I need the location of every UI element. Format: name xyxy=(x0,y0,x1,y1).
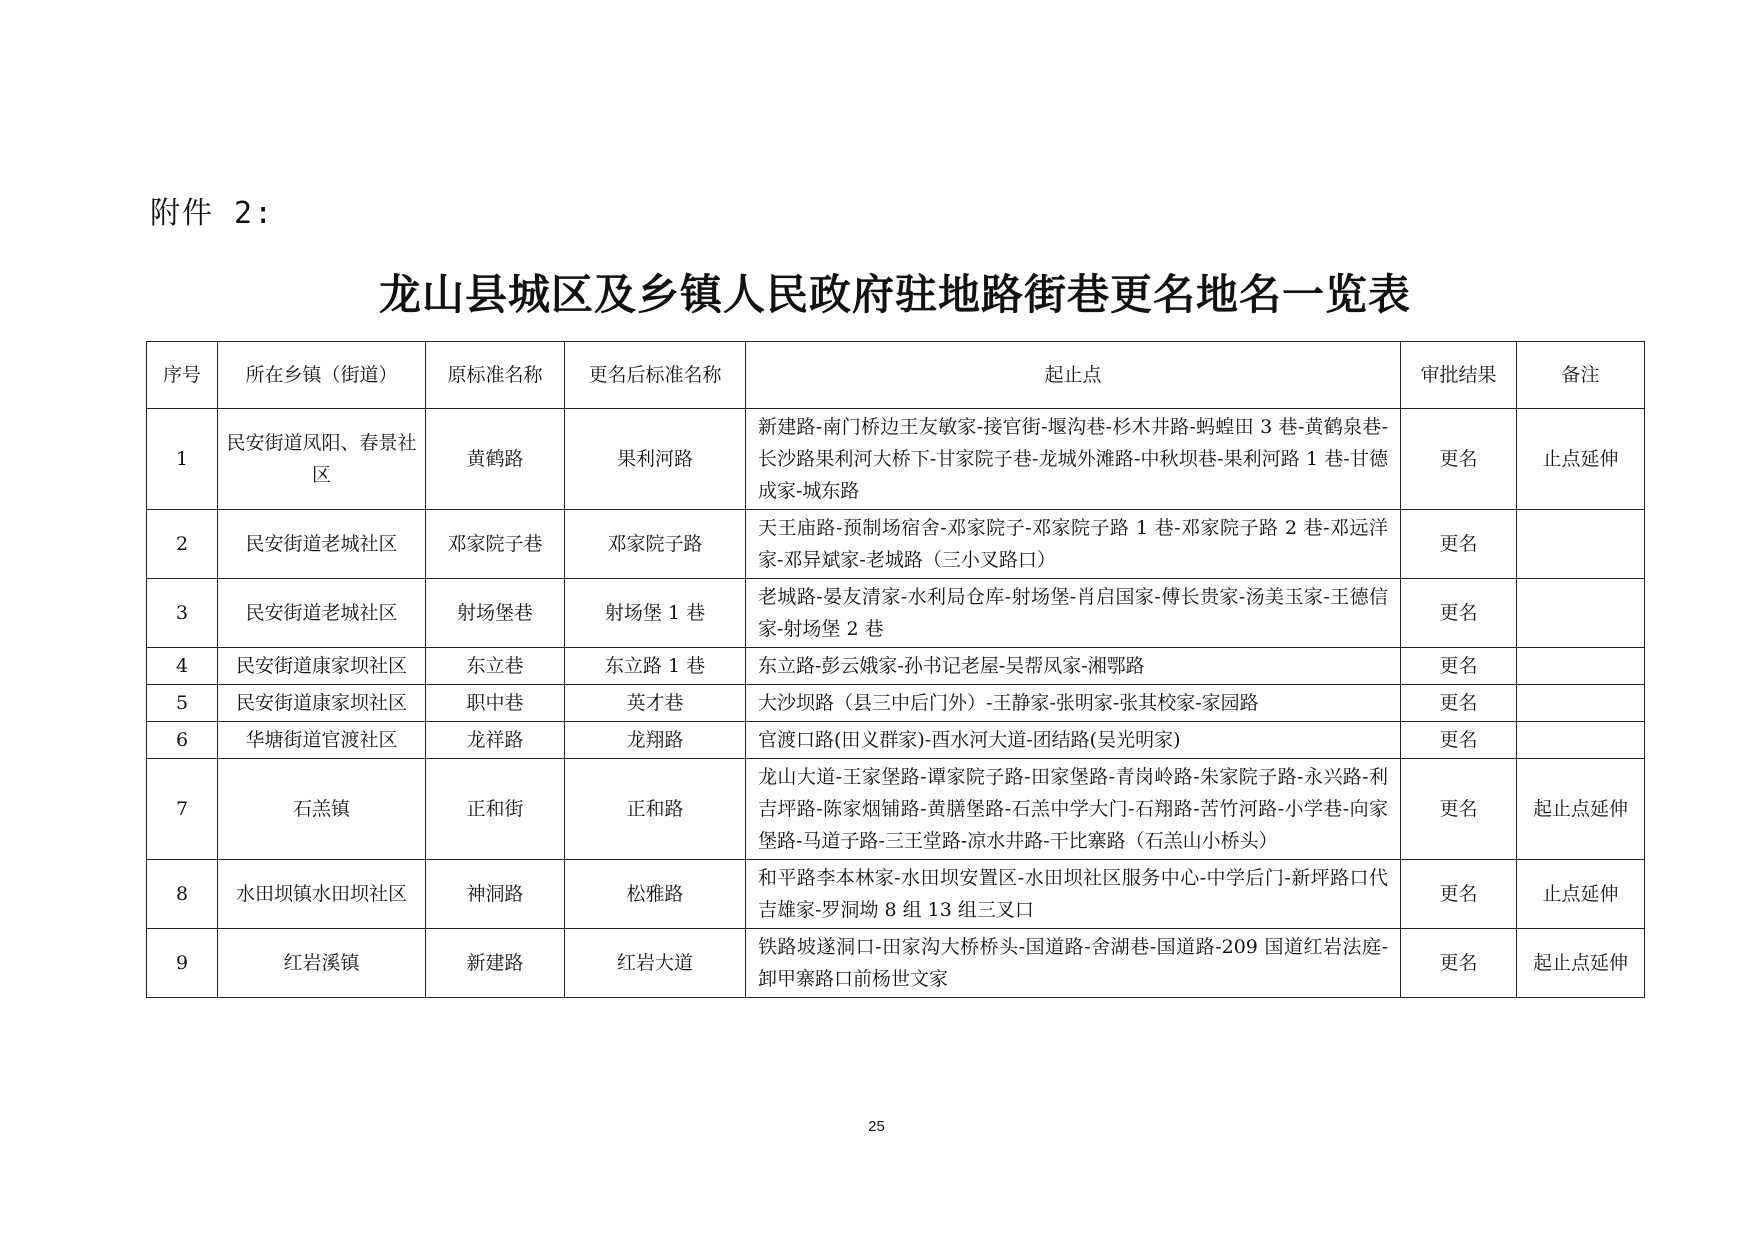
row-note xyxy=(1517,579,1645,648)
row-note: 止点延伸 xyxy=(1517,860,1645,929)
header-result: 审批结果 xyxy=(1401,342,1517,409)
row-old-name: 职中巷 xyxy=(426,685,565,722)
row-old-name: 东立巷 xyxy=(426,648,565,685)
header-old-name: 原标准名称 xyxy=(426,342,565,409)
header-new-name: 更名后标准名称 xyxy=(565,342,746,409)
row-route: 铁路坡遂洞口-田家沟大桥桥头-国道路-舍湖巷-国道路-209 国道红岩法庭-卸甲寨路口前杨世文家 xyxy=(746,929,1401,998)
row-area: 红岩溪镇 xyxy=(218,929,426,998)
row-old-name: 射场堡巷 xyxy=(426,579,565,648)
row-route: 东立路-彭云娥家-孙书记老屋-吴帮凤家-湘鄂路 xyxy=(746,648,1401,685)
row-no: 4 xyxy=(147,648,218,685)
row-no: 6 xyxy=(147,722,218,759)
row-result: 更名 xyxy=(1401,579,1517,648)
row-note xyxy=(1517,510,1645,579)
row-old-name: 正和街 xyxy=(426,759,565,860)
row-route: 官渡口路(田义群家)-酉水河大道-团结路(吴光明家) xyxy=(746,722,1401,759)
table-row xyxy=(147,722,1645,759)
row-new-name: 果利河路 xyxy=(565,409,746,510)
row-result: 更名 xyxy=(1401,510,1517,579)
row-no: 8 xyxy=(147,860,218,929)
row-route: 新建路-南门桥边王友敏家-接官街-堰沟巷-杉木井路-蚂蝗田 3 巷-黄鹤泉巷-长沙路果利河大桥下-甘家院子巷-龙城外滩路-中秋坝巷-果利河路 1 巷-甘德成家-城东路 xyxy=(746,409,1401,510)
table-row xyxy=(147,579,1645,648)
row-no: 1 xyxy=(147,409,218,510)
document-title: 龙山县城区及乡镇人民政府驻地路街巷更名地名一览表 xyxy=(378,270,1411,319)
row-new-name: 松雅路 xyxy=(565,860,746,929)
row-new-name: 龙翔路 xyxy=(565,722,746,759)
row-area: 水田坝镇水田坝社区 xyxy=(218,860,426,929)
row-no: 5 xyxy=(147,685,218,722)
table-row xyxy=(147,409,1645,510)
row-result: 更名 xyxy=(1401,860,1517,929)
row-result: 更名 xyxy=(1401,409,1517,510)
row-new-name: 英才巷 xyxy=(565,685,746,722)
row-note: 起止点延伸 xyxy=(1517,759,1645,860)
row-route: 和平路李本林家-水田坝安置区-水田坝社区服务中心-中学后门-新坪路口代吉雄家-罗洞坳 8 组 13 组三叉口 xyxy=(746,860,1401,929)
table-row xyxy=(147,759,1645,860)
row-route: 老城路-晏友清家-水利局仓库-射场堡-肖启国家-傅长贵家-汤美玉家-王德信家-射场堡 2 巷 xyxy=(746,579,1401,648)
row-route: 天王庙路-预制场宿舍-邓家院子-邓家院子路 1 巷-邓家院子路 2 巷-邓远洋家-邓异斌家-老城路（三小叉路口） xyxy=(746,510,1401,579)
row-old-name: 神洞路 xyxy=(426,860,565,929)
table-row xyxy=(147,860,1645,929)
street-rename-table xyxy=(146,341,1645,998)
row-new-name: 红岩大道 xyxy=(565,929,746,998)
row-area: 民安街道康家坝社区 xyxy=(218,648,426,685)
row-note xyxy=(1517,722,1645,759)
attachment-label: 附件 2: xyxy=(150,196,275,231)
table-header-row xyxy=(147,342,1645,409)
row-new-name: 邓家院子路 xyxy=(565,510,746,579)
row-area: 民安街道老城社区 xyxy=(218,510,426,579)
header-route: 起止点 xyxy=(746,342,1401,409)
row-result: 更名 xyxy=(1401,929,1517,998)
row-area: 华塘街道官渡社区 xyxy=(218,722,426,759)
row-no: 2 xyxy=(147,510,218,579)
table-row xyxy=(147,648,1645,685)
row-area: 民安街道康家坝社区 xyxy=(218,685,426,722)
table-row xyxy=(147,929,1645,998)
row-note: 止点延伸 xyxy=(1517,409,1645,510)
row-note xyxy=(1517,648,1645,685)
row-old-name: 新建路 xyxy=(426,929,565,998)
row-new-name: 东立路 1 巷 xyxy=(565,648,746,685)
row-note: 起止点延伸 xyxy=(1517,929,1645,998)
row-old-name: 黄鹤路 xyxy=(426,409,565,510)
row-no: 3 xyxy=(147,579,218,648)
row-area: 民安街道老城社区 xyxy=(218,579,426,648)
row-route: 龙山大道-王家堡路-谭家院子路-田家堡路-青岗岭路-朱家院子路-永兴路-利吉坪路-陈家烟铺路-黄膳堡路-石羔中学大门-石翔路-苦竹河路-小学巷-向家堡路-马道子路-三王堂路-凉水井路-干比寨路（石羔山小桥头） xyxy=(746,759,1401,860)
row-no: 7 xyxy=(147,759,218,860)
row-area: 石羔镇 xyxy=(218,759,426,860)
row-route: 大沙坝路（县三中后门外）-王静家-张明家-张其校家-家园路 xyxy=(746,685,1401,722)
row-old-name: 邓家院子巷 xyxy=(426,510,565,579)
row-area: 民安街道凤阳、春景社区 xyxy=(218,409,426,510)
row-result: 更名 xyxy=(1401,722,1517,759)
row-note xyxy=(1517,685,1645,722)
header-note: 备注 xyxy=(1517,342,1645,409)
row-result: 更名 xyxy=(1401,685,1517,722)
page-number: 25 xyxy=(868,1118,885,1135)
row-result: 更名 xyxy=(1401,648,1517,685)
header-no: 序号 xyxy=(147,342,218,409)
table-row xyxy=(147,510,1645,579)
row-no: 9 xyxy=(147,929,218,998)
row-result: 更名 xyxy=(1401,759,1517,860)
row-new-name: 正和路 xyxy=(565,759,746,860)
row-old-name: 龙祥路 xyxy=(426,722,565,759)
table-row xyxy=(147,685,1645,722)
row-new-name: 射场堡 1 巷 xyxy=(565,579,746,648)
header-area: 所在乡镇（街道） xyxy=(218,342,426,409)
